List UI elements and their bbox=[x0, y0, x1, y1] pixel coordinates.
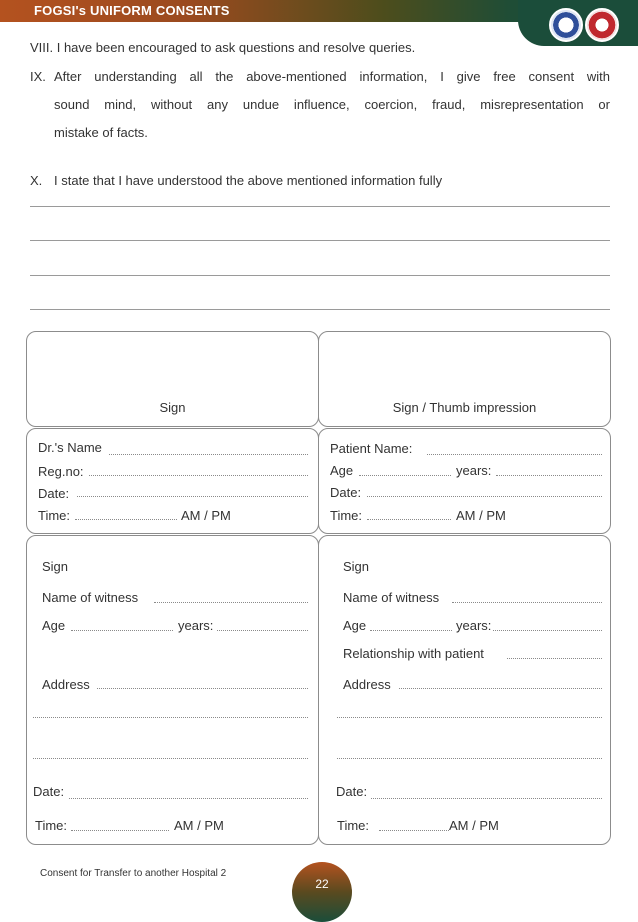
clause-ix-line-2: sound mind, without any undue influence, coercion, fraud, misrepresentation or bbox=[54, 97, 610, 112]
witness-left-sign-label: Sign bbox=[42, 559, 69, 574]
writing-line[interactable] bbox=[30, 206, 610, 207]
witness-right-relationship-label: Relationship with patient bbox=[343, 646, 484, 661]
writing-line[interactable] bbox=[30, 309, 610, 310]
witness-left-address-line[interactable] bbox=[33, 717, 308, 718]
patient-date-field[interactable] bbox=[367, 496, 602, 497]
clause-x-text: I state that I have understood the above mentioned information fully bbox=[54, 173, 443, 188]
witness-right-relationship-field[interactable] bbox=[507, 658, 602, 659]
page-number-badge bbox=[292, 862, 352, 922]
witness-left-age-label: Age bbox=[42, 618, 66, 633]
witness-left-ampm-label: AM / PM bbox=[174, 818, 224, 833]
witness-right-ampm-label: AM / PM bbox=[449, 818, 499, 833]
witness-right-address-field[interactable] bbox=[399, 688, 602, 689]
clause-viii: VIII. I have been encouraged to ask questions and resolve queries. bbox=[30, 40, 416, 55]
witness-left-address-field[interactable] bbox=[97, 688, 308, 689]
witness-right-box bbox=[318, 535, 611, 845]
patient-age-label: Age bbox=[330, 463, 354, 478]
writing-line[interactable] bbox=[30, 240, 610, 241]
witness-right-age-label: Age bbox=[343, 618, 367, 633]
clause-x-number: X. bbox=[30, 173, 43, 188]
witness-left-years-field[interactable] bbox=[217, 630, 308, 631]
doctor-time-field[interactable] bbox=[75, 519, 177, 520]
witness-left-name-label: Name of witness bbox=[42, 590, 139, 605]
witness-right-years-field[interactable] bbox=[493, 630, 602, 631]
witness-right-address-label: Address bbox=[343, 677, 391, 692]
doctor-ampm-label: AM / PM bbox=[181, 508, 231, 523]
doctor-reg-field[interactable] bbox=[89, 475, 308, 476]
witness-left-date-label: Date: bbox=[33, 784, 65, 799]
witness-right-address-line[interactable] bbox=[337, 758, 602, 759]
witness-right-sign-label: Sign bbox=[343, 559, 370, 574]
doctor-date-field[interactable] bbox=[77, 496, 308, 497]
witness-right-age-field[interactable] bbox=[370, 630, 452, 631]
witness-left-address-label: Address bbox=[42, 677, 90, 692]
witness-right-time-field[interactable] bbox=[379, 830, 449, 831]
doctor-sign-box[interactable] bbox=[26, 331, 319, 427]
witness-right-years-label: years: bbox=[456, 618, 492, 633]
fogsi-logo-icon bbox=[549, 8, 583, 42]
association-logo-icon bbox=[585, 8, 619, 42]
witness-left-address-line[interactable] bbox=[33, 758, 308, 759]
patient-time-label: Time: bbox=[330, 508, 363, 523]
witness-right-name-field[interactable] bbox=[452, 602, 602, 603]
header-title: FOGSI's UNIFORM CONSENTS bbox=[34, 3, 230, 18]
clause-ix-line-3: mistake of facts. bbox=[54, 125, 148, 140]
witness-left-date-field[interactable] bbox=[69, 798, 308, 799]
patient-years-label: years: bbox=[456, 463, 492, 478]
patient-age-field[interactable] bbox=[359, 475, 451, 476]
clause-ix-line-1: After understanding all the above-mentioned information, I give free consent with bbox=[54, 69, 610, 84]
patient-name-label: Patient Name: bbox=[330, 441, 413, 456]
witness-left-name-field[interactable] bbox=[154, 602, 308, 603]
patient-details-box bbox=[318, 428, 611, 534]
doctor-name-label: Dr.'s Name bbox=[38, 440, 102, 455]
patient-name-field[interactable] bbox=[427, 454, 602, 455]
witness-right-address-line[interactable] bbox=[337, 717, 602, 718]
patient-sign-label: Sign / Thumb impression bbox=[392, 400, 537, 415]
patient-years-field[interactable] bbox=[496, 475, 602, 476]
writing-line[interactable] bbox=[30, 275, 610, 276]
witness-left-time-field[interactable] bbox=[71, 830, 169, 831]
patient-ampm-label: AM / PM bbox=[456, 508, 506, 523]
page-number: 22 bbox=[315, 877, 329, 891]
witness-left-box bbox=[26, 535, 319, 845]
witness-right-time-label: Time: bbox=[337, 818, 370, 833]
patient-time-field[interactable] bbox=[367, 519, 451, 520]
doctor-sign-label: Sign bbox=[159, 400, 186, 415]
footer-text: Consent for Transfer to another Hospital 2 bbox=[40, 868, 227, 879]
patient-date-label: Date: bbox=[330, 485, 362, 500]
witness-left-years-label: years: bbox=[178, 618, 214, 633]
clause-ix-number: IX. bbox=[30, 69, 46, 84]
witness-left-age-field[interactable] bbox=[71, 630, 173, 631]
patient-sign-box[interactable] bbox=[318, 331, 611, 427]
doctor-details-box bbox=[26, 428, 319, 534]
doctor-name-field[interactable] bbox=[109, 454, 308, 455]
witness-right-date-field[interactable] bbox=[371, 798, 602, 799]
witness-right-name-label: Name of witness bbox=[343, 590, 440, 605]
doctor-time-label: Time: bbox=[38, 508, 71, 523]
doctor-reg-label: Reg.no: bbox=[38, 464, 84, 479]
witness-right-date-label: Date: bbox=[336, 784, 368, 799]
doctor-date-label: Date: bbox=[38, 486, 70, 501]
witness-left-time-label: Time: bbox=[35, 818, 68, 833]
